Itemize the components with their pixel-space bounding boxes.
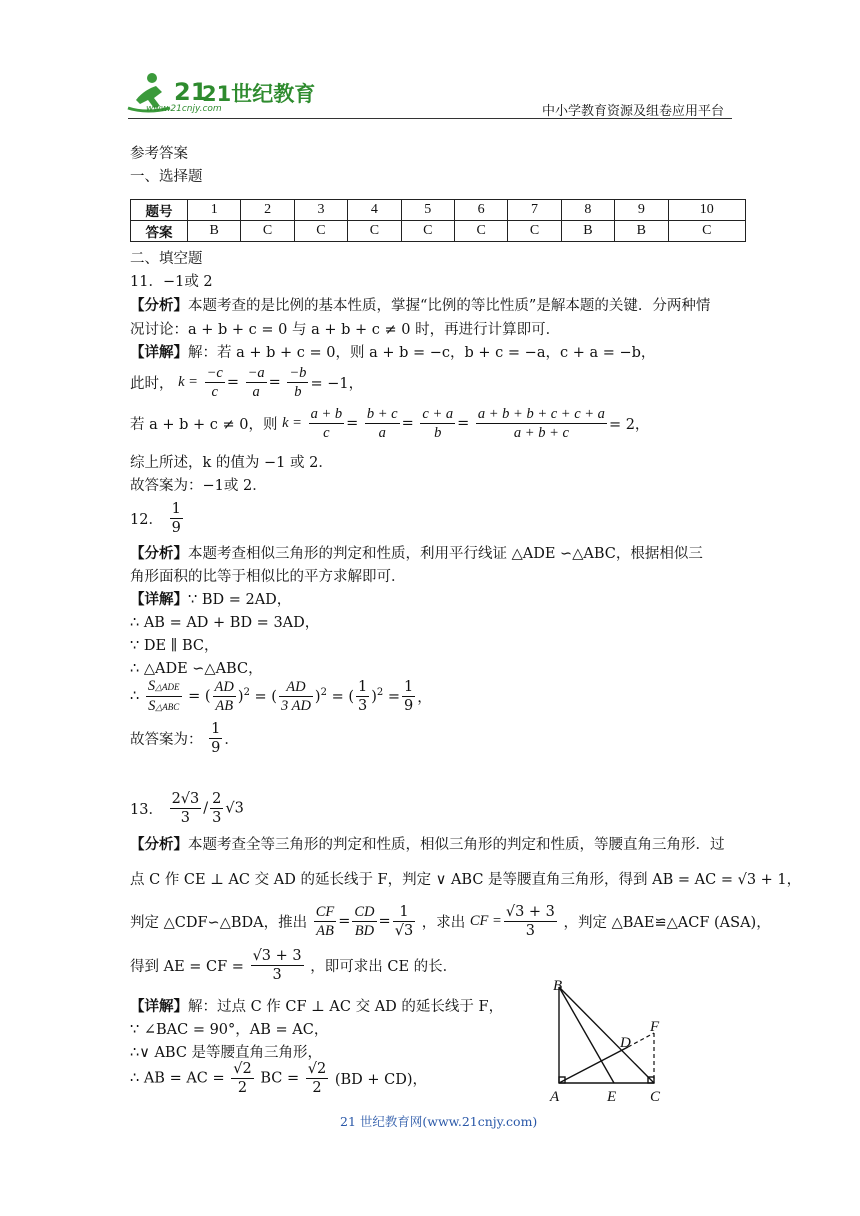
table-cell: 4: [348, 200, 401, 221]
table-cell: C: [668, 221, 745, 242]
q12-answer: 12． $\frac{1}{9}$: [130, 501, 181, 536]
q13-d4a: ∴ AB = AC =: [130, 1070, 225, 1087]
q12-ratio: ∴ $\frac{\text{S△ADE}}{\text{S△ABC}}$ = ( $\frac{AD}{AB}$ )$^2$ = ( $\frac{AD}{3 AD}$ )$^2$ = ( $\frac{1}{3}$ )$^2$ = $\frac{1}{9}$ ，: [130, 678, 432, 714]
q11-final: 故答案为：−1或 2．: [130, 478, 267, 494]
header-divider: [128, 118, 732, 119]
q12-final-text: 故答案为：: [130, 732, 203, 748]
label-F: F: [650, 1019, 660, 1035]
label-D: D: [620, 1035, 631, 1051]
table-cell: 2: [241, 200, 294, 221]
table-cell: C: [401, 221, 454, 242]
table-cell: B: [188, 221, 241, 242]
analysis-tag: 【分析】: [130, 836, 188, 853]
q13-number: 13．: [130, 802, 163, 818]
logo-text: 21世纪教育: [202, 82, 316, 106]
q11-now: 此时，: [130, 376, 174, 392]
table-cell: B: [561, 221, 614, 242]
q13-d4c: (BD + CD)，: [334, 1072, 427, 1088]
table-cell: 8: [561, 200, 614, 221]
logo-url: www.21cnjy.com: [146, 104, 222, 114]
answer-table: [130, 199, 746, 242]
line-AD: [559, 1047, 628, 1083]
table-cell: 3: [294, 200, 347, 221]
q13-analysis-text: 本题考查全等三角形的判定和性质，相似三角形的判定和性质，等腰直角三角形．过: [188, 837, 725, 853]
footer-link[interactable]: 21 世纪教育网(www.21cnjy.com): [340, 1114, 538, 1129]
q11-if-line: 若 a + b + c ≠ 0，则 k = $\frac{a + b}{c}$ = $\frac{b + c}{a}$ = $\frac{c + a}{b}$ = $\frac{a + b + b + c + c + a}{a + b + c}$ = 2，: [130, 406, 650, 441]
table-cell: C: [241, 221, 294, 242]
q12-number: 12．: [130, 512, 163, 528]
q11-detail: [130, 341, 655, 362]
table-cell: B: [615, 221, 668, 242]
label-B: B: [553, 978, 563, 994]
table-cell: 9: [615, 200, 668, 221]
line-DF: [628, 1033, 654, 1047]
q12-final: 故答案为： $\frac{1}{9}$ ．: [130, 721, 239, 756]
detail-tag: 【详解】: [130, 344, 188, 361]
q11-if: 若 a + b + c ≠ 0，则: [130, 417, 278, 433]
page-title: 参考答案: [130, 146, 188, 162]
logo: [126, 70, 316, 118]
q11-number: 11．: [130, 274, 163, 290]
q11-analysis-text: 本题考查的是比例的基本性质，掌握“比例的等比性质”是解本题的关键．分两种情: [188, 298, 711, 314]
q12-line1: ∵ BD = 2AD，: [188, 592, 292, 608]
table-row-numbers: [131, 200, 746, 221]
geometry-figure: [540, 975, 675, 1105]
q12-analysis-line2: 角形面积的比等于相似比的平方求解即可．: [130, 569, 406, 585]
q13-detail: [130, 995, 503, 1016]
q11-detail-text: 解：若 a + b + c = 0，则 a + b = −c，b + c = −a，c + a = −b，: [188, 345, 656, 361]
table-cell: 6: [454, 200, 507, 221]
detail-tag: 【详解】: [130, 591, 188, 608]
table-header-answer: 答案: [131, 221, 188, 242]
q13-d2: ∵ ∠BAC = 90°，AB = AC，: [130, 1022, 329, 1038]
table-cell: 1: [188, 200, 241, 221]
detail-tag: 【详解】: [130, 998, 188, 1015]
table-cell: C: [508, 221, 561, 242]
analysis-tag: 【分析】: [130, 297, 188, 314]
q13-d3: ∴∨ ABC 是等腰直角三角形，: [130, 1045, 323, 1061]
section-heading-fill: 二、填空题: [130, 251, 203, 267]
label-E: E: [607, 1089, 617, 1105]
q11-summary: 综上所述，k 的值为 −1 或 2．: [130, 455, 333, 471]
table-cell: C: [454, 221, 507, 242]
table-row-answers: [131, 221, 746, 242]
table-cell: C: [348, 221, 401, 242]
q12-detail: [130, 588, 291, 609]
section-heading-choice: 一、选择题: [130, 169, 203, 185]
q11-now-line: 此时， k = $\frac{-c}{c}$ = $\frac{-a}{a}$ = $\frac{-b}{b}$ = −1，: [130, 365, 364, 400]
q11-answer: [130, 270, 213, 291]
q12-line4: ∴ △ADE ∽△ABC，: [130, 661, 263, 677]
q13-a3a: 判定 △CDF∽△BDA，推出: [130, 915, 308, 931]
table-cell: C: [294, 221, 347, 242]
label-A: A: [550, 1089, 560, 1105]
q12-analysis: [130, 542, 703, 563]
q11-analysis-line2: 况讨论：a + b + c = 0 与 a + b + c ≠ 0 时，再进行计算即可．: [130, 322, 561, 338]
q13-analysis-line2: 点 C 作 CE ⊥ AC 交 AD 的延长线于 F，判定 ∨ ABC 是等腰直角三角形，得到 AB = AC = √3 + 1，: [130, 872, 802, 888]
table-cell: 7: [508, 200, 561, 221]
q13-a3b: ，求出: [421, 915, 466, 931]
q13-answer: 13． $\frac{2√3}{3}$ / $\frac{2}{3}$ √3: [130, 791, 244, 826]
table-header-number: 题号: [131, 200, 188, 221]
q13-detail-text: 解：过点 C 作 CF ⊥ AC 交 AD 的延长线于 F，: [188, 999, 504, 1015]
platform-name: 中小学教育资源及组卷应用平台: [541, 104, 724, 119]
q13-analysis: [130, 833, 725, 854]
q13-d4b: BC =: [260, 1070, 300, 1087]
table-cell: 5: [401, 200, 454, 221]
svg-text:21: 21: [174, 78, 208, 106]
q13-analysis-line3: 判定 △CDF∽△BDA，推出 $\frac{CF}{AB}$ = $\frac{CD}{BD}$ = $\frac{1}{√3}$ ，求出 CF = $\frac{√3 + 3}{3}$ ，判定 △BAE≌△ACF (ASA)，: [130, 904, 771, 939]
label-C: C: [650, 1089, 661, 1105]
q11-answer-text: −1或 2: [162, 274, 213, 290]
q13-a4b: ，即可求出 CE 的长．: [310, 959, 458, 975]
q12-line3: ∵ DE ∥ BC，: [130, 638, 219, 654]
q12-line2: ∴ AB = AD + BD = 3AD，: [130, 615, 320, 631]
q13-a4a: 得到 AE = CF =: [130, 959, 244, 975]
q13-d4: ∴ AB = AC = $\frac{√2}{2}$ BC = $\frac{√2}{2}$ (BD + CD)，: [130, 1061, 427, 1096]
q13-analysis-line4: 得到 AE = CF = $\frac{√3 + 3}{3}$ ，即可求出 CE 的长．: [130, 948, 458, 983]
analysis-tag: 【分析】: [130, 545, 188, 562]
q13-a3c: ，判定 △BAE≌△ACF (ASA)，: [563, 915, 771, 931]
table-cell: 10: [668, 200, 745, 221]
q11-analysis: [130, 294, 710, 315]
q12-analysis-text: 本题考查相似三角形的判定和性质，利用平行线证 △ADE ∽△ABC，根据相似三: [188, 546, 703, 562]
